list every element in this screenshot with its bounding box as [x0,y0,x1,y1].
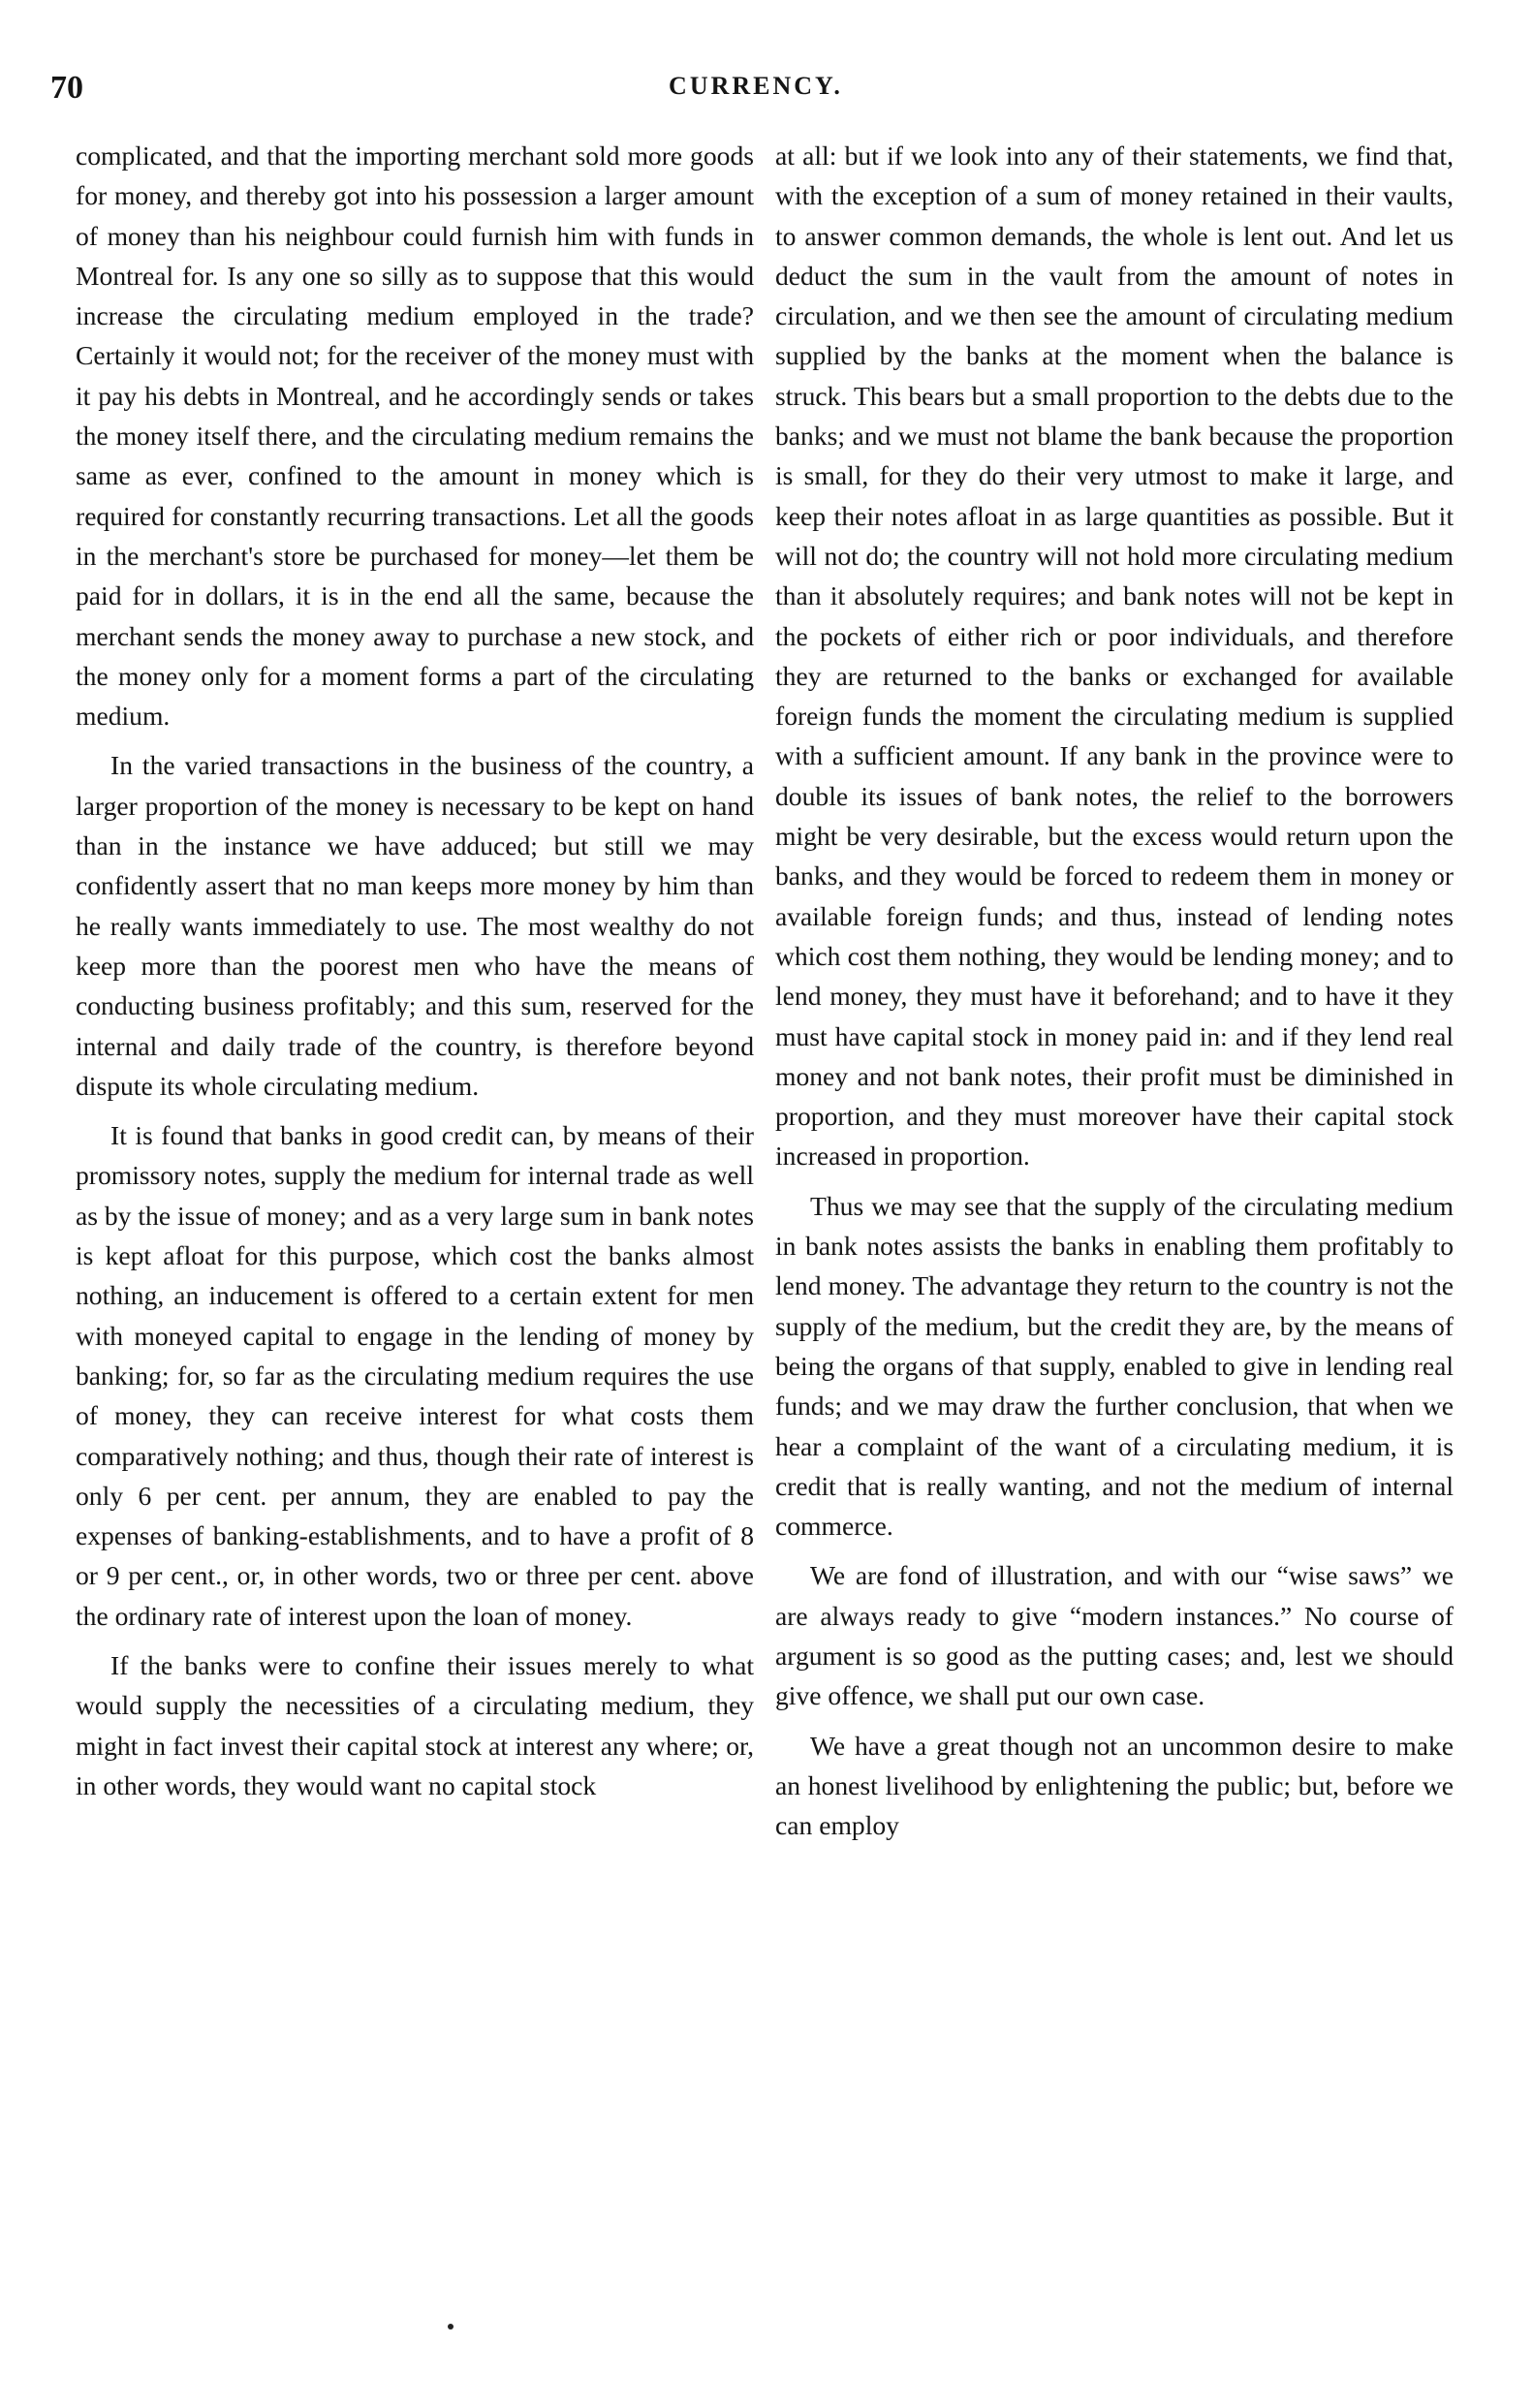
paragraph: at all: but if we look into any of their statements, we find that, with the exception of a sum of money retained in their vaults, to answer common demands, the whole is lent out. And let us deduct the sum in the vault from the amount of notes in circulation, and we then see the amount of circulating medium supplied by the banks at the moment when the balance is struck. This bears but a small proportion to the debts due to the banks; and we must not blame the bank because the proportion is small, for they do their very utmost to make it large, and keep their notes afloat in as large quantities as possible. But it will not do; the country will not hold more circulating medium than it absolutely requires; and bank notes will not be kept in the pockets of either rich or poor individuals, and therefore they are returned to the banks or exchanged for available foreign funds the moment the circulating medium is supplied with a sufficient amount. If any bank in the province were to double its issues of bank notes, the relief to the borrowers might be very desirable, but the excess would return upon the banks, and they would be forced to redeem them in money or available foreign funds; and thus, instead of lending notes which cost them nothing, they would be lending money; and to lend money, they must have it beforehand; and to have it they must have capital stock in money paid in: and if they lend real money and not bank notes, their profit must be diminished in proportion, and they must moreover have their capital stock increased in proportion. [775,141,1454,1172]
paragraph: We have a great though not an uncommon desire to make an honest livelihood by enlightening the public; but, before we can employ [775,1730,1454,1841]
right-column [775,136,1454,1855]
paragraph: In the varied transactions in the business of the country, a larger proportion of the money is necessary to be kept on hand than in the instance we have adduced; but still we may confidently assert that no man keeps more money by him than he really wants immediately to use. The most wealthy do not keep more than the poorest men who have the means of conducting business profitably; and this sum, reserved for the internal and daily trade of the country, is therefore beyond dispute its whole circulating medium. [76,750,754,1101]
page-number: 70 [50,70,83,106]
paragraph: We are fond of illustration, and with our “wise saws” we are always ready to give “modern instances.” No course of argument is so good as the putting cases; and, lest we should give offence, we shall put our own case. [775,1560,1454,1711]
printer-mark [448,2324,454,2330]
page-header [50,70,1461,109]
left-column [76,136,754,1815]
paragraph: It is found that banks in good credit can, by means of their promissory notes, supply the medium for internal trade as well as by the issue of money; and as a very large sum in bank notes is kept afloat for this purpose, which cost the banks almost nothing, an inducement is offered to a certain extent for men with moneyed capital to engage in the lending of money by banking; for, so far as the circulating medium requires the use of money, they can receive interest for what costs them comparatively nothing; and thus, though their rate of interest is only 6 per cent. per annum, they are enabled to pay the expenses of banking-establishments, and to have a profit of 8 or 9 per cent., or, in other words, two or three per cent. above the ordinary rate of interest upon the loan of money. [76,1120,754,1631]
paragraph: If the banks were to confine their issues merely to what would supply the necessities of a circulating medium, they might in fact invest their capital stock at interest any where; or, in other words, they would want no capital stock [76,1649,754,1800]
paragraph: complicated, and that the importing merchant sold more goods for money, and thereby got into his possession a larger amount of money than his neighbour could furnish him with funds in Montreal for. Is any one so silly as to suppose that this would increase the circulating medium employed in the trade? Certainly it would not; for the receiver of the money must with it pay his debts in Montreal, and he accordingly sends or takes the money itself there, and the circulating medium remains the same as ever, confined to the amount in money which is required for constantly recurring transactions. Let all the goods in the merchant's store be purchased for money—let them be paid for in dollars, it is in the end all the same, because the merchant sends the money away to purchase a new stock, and the money only for a moment forms a part of the circulating medium. [76,141,754,732]
running-head: CURRENCY. [669,72,843,100]
paragraph: Thus we may see that the supply of the circulating medium in bank notes assists the banks in enabling them profitably to lend money. The advantage they return to the country is not the supply of the medium, but the credit they are, by the means of being the organs of that supply, enabled to give in lending real funds; and we may draw the further conclusion, that when we hear a complaint of the want of a circulating medium, it is credit that is really wanting, and not the medium of internal commerce. [775,1190,1454,1542]
